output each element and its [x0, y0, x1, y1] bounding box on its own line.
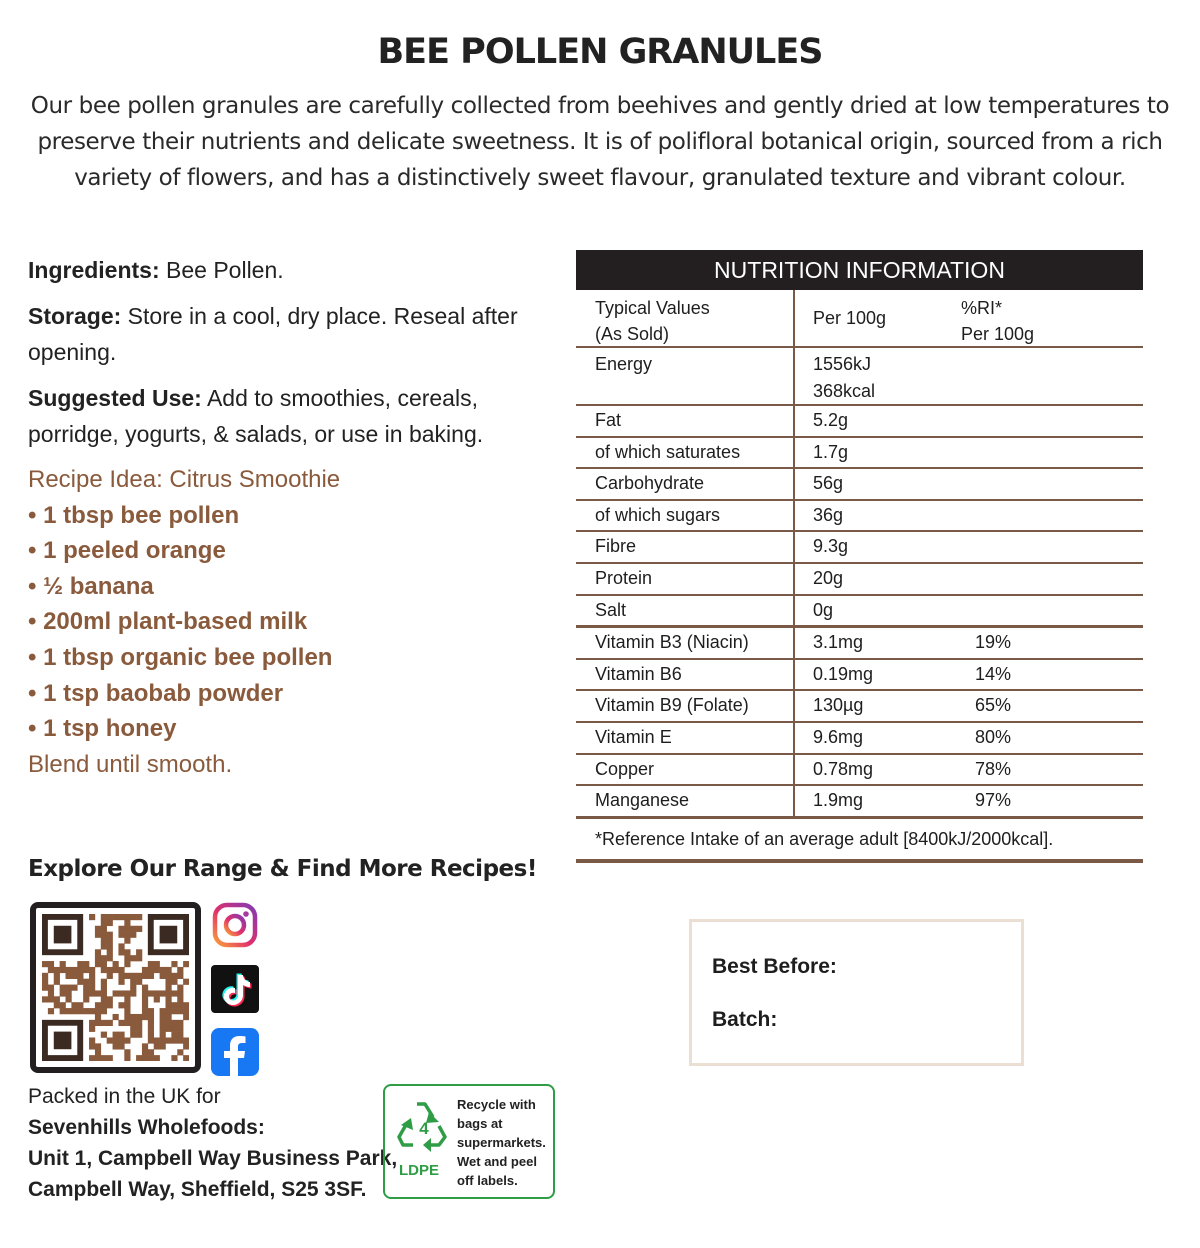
nutrition-heading: NUTRITION INFORMATION — [576, 250, 1143, 290]
energy-label: Energy — [576, 348, 795, 404]
energy-kj: 1556kJ — [813, 354, 872, 374]
nutrient-ri: 78% — [975, 758, 1012, 779]
qr-code[interactable] — [30, 902, 201, 1073]
instagram-glyph — [211, 901, 259, 949]
nutrient-ri — [955, 501, 1143, 531]
nutrient-ri — [955, 438, 1143, 468]
nutrient-value: 3.1mg — [813, 632, 864, 653]
nutrient-name: of which sugars — [576, 501, 795, 531]
nutrient-name: Protein — [576, 564, 795, 594]
nutrient-ri — [955, 532, 1143, 562]
best-before-box — [689, 919, 1024, 1066]
nutrient-value: 0g — [813, 599, 834, 620]
recycle-line-2: bags at — [457, 1116, 503, 1131]
facebook-icon[interactable] — [211, 1028, 259, 1076]
nutrient-value: 130µg — [813, 695, 864, 716]
product-details — [28, 252, 538, 782]
nutrition-header-row — [576, 290, 1143, 348]
nutrient-ri: 19% — [975, 632, 1012, 653]
nutrition-row-energy — [576, 348, 1143, 406]
packed-line-4 — [28, 1174, 397, 1205]
nutrient-name: Carbohydrate — [576, 469, 795, 499]
nutrient-value: 1.7g — [813, 441, 849, 462]
recipe-item: • 1 tsp honey — [28, 715, 177, 743]
product-title: BEE POLLEN GRANULES — [377, 32, 823, 72]
nutrient-name: Salt — [576, 596, 795, 626]
energy-values — [795, 348, 955, 404]
nutrient-value: 5.2g — [813, 410, 849, 430]
ingredients-label: Ingredients: — [28, 257, 160, 283]
recycle-instructions — [457, 1095, 546, 1190]
packed-line-1: Packed in the UK for — [28, 1085, 221, 1108]
nutrition-table — [576, 250, 1143, 863]
recipe-item: • ½ banana — [28, 572, 154, 600]
header-col1-line1: Typical Values — [595, 298, 710, 318]
nutrient-name: Copper — [576, 755, 795, 785]
recipe-item: • 1 tbsp bee pollen — [28, 501, 240, 529]
best-before-label: Best Before: — [712, 955, 837, 978]
nutrient-name: Vitamin B3 (Niacin) — [576, 628, 795, 658]
nutrient-value: 9.6mg — [813, 726, 864, 747]
explore-heading: Explore Our Range & Find More Recipes! — [28, 856, 537, 882]
recycle-number: 4 — [419, 1119, 429, 1138]
nutrition-row — [576, 755, 1143, 787]
suggested-use-line — [28, 380, 538, 452]
product-description: Our bee pollen granules are carefully collected from beehives and gently dried at low temperatures to preserve their nutrients and delicate sweetness. It is of polifloral botanical origin, sourced from a rich variety of flowers, and has a distinctively sweet flavour, granulated texture and vibrant colour. — [30, 93, 1170, 191]
nutrient-ri: 97% — [975, 790, 1012, 811]
nutrition-footnote: *Reference Intake of an average adult [8400kJ/2000kcal]. — [576, 819, 1143, 863]
recipe-closing: Blend until smooth. — [28, 750, 233, 778]
recipe-item: • 1 tbsp organic bee pollen — [28, 643, 333, 671]
suggested-use-text: Add to smoothies, cereals, porridge, yogurts, & salads, or use in baking. — [28, 385, 484, 447]
nutrient-ri — [955, 469, 1143, 499]
recycle-line-1: Recycle with — [457, 1097, 536, 1112]
tiktok-icon[interactable] — [211, 965, 259, 1013]
storage-text: Store in a cool, dry place. Reseal after opening. — [28, 303, 518, 365]
header-col1-line2: (As Sold) — [595, 324, 670, 344]
nutrient-value: 1.9mg — [813, 790, 864, 811]
facebook-glyph — [211, 1028, 259, 1076]
packed-address-1: Unit 1, Campbell Way Business Park, — [28, 1147, 398, 1170]
ingredients-text: Bee Pollen. — [159, 257, 284, 283]
nutrition-row — [576, 596, 1143, 629]
recipe-item: • 1 peeled orange — [28, 537, 226, 565]
qr-code-image — [42, 914, 189, 1061]
nutrition-row — [576, 438, 1143, 470]
nutrition-row — [576, 628, 1143, 660]
recipe-title: Recipe Idea: Citrus Smoothie — [28, 466, 341, 493]
suggested-use-label: Suggested Use: — [28, 385, 202, 411]
recycle-icon — [389, 1092, 459, 1162]
nutrition-row — [576, 501, 1143, 533]
header-typical-values — [576, 290, 795, 346]
nutrition-row — [576, 532, 1143, 564]
recycle-line-4: Wet and peel — [457, 1154, 537, 1169]
nutrition-row — [576, 691, 1143, 723]
header-ri — [955, 290, 1143, 346]
nutrient-value: 9.3g — [813, 536, 849, 557]
nutrient-name: Vitamin E — [576, 723, 795, 753]
packed-line-2 — [28, 1112, 397, 1143]
header-col3-line1: %RI* — [961, 298, 1003, 318]
nutrition-row — [576, 786, 1143, 819]
nutrition-rows — [576, 406, 1143, 819]
nutrient-ri — [955, 564, 1143, 594]
header-col3-line2: Per 100g — [961, 324, 1035, 344]
nutrient-name: of which saturates — [576, 438, 795, 468]
recycle-badge — [383, 1084, 555, 1199]
recycle-material: LDPE — [399, 1162, 440, 1179]
energy-kcal: 368kcal — [813, 381, 876, 401]
nutrition-row — [576, 723, 1143, 755]
nutrient-value: 56g — [813, 473, 844, 494]
nutrient-name: Manganese — [576, 786, 795, 816]
energy-ri — [955, 348, 1143, 404]
nutrient-ri: 14% — [975, 663, 1012, 684]
nutrient-value: 20g — [813, 567, 844, 588]
recycle-line-5: off labels. — [457, 1173, 518, 1188]
recycle-line-3: supermarkets. — [457, 1135, 546, 1150]
nutrient-ri — [955, 406, 1143, 436]
packed-address-2: Campbell Way, Sheffield, S25 3SF. — [28, 1178, 367, 1201]
nutrient-name: Vitamin B9 (Folate) — [576, 691, 795, 721]
nutrient-value: 0.78mg — [813, 758, 874, 779]
nutrient-value: 0.19mg — [813, 663, 874, 684]
batch-label: Batch: — [712, 1008, 778, 1031]
nutrient-name: Vitamin B6 — [576, 660, 795, 690]
storage-line — [28, 298, 538, 370]
nutrient-ri: 80% — [975, 726, 1012, 747]
packed-line-3 — [28, 1143, 397, 1174]
ingredients-line — [28, 252, 538, 288]
recipe-item: • 1 tsp baobab powder — [28, 679, 284, 707]
recipe-item: • 200ml plant-based milk — [28, 608, 308, 636]
nutrient-ri: 65% — [975, 695, 1012, 716]
tiktok-glyph — [211, 965, 259, 1013]
nutrient-value: 36g — [813, 504, 844, 525]
nutrition-row — [576, 469, 1143, 501]
nutrition-row — [576, 564, 1143, 596]
storage-label: Storage: — [28, 303, 122, 329]
nutrient-name: Fat — [576, 406, 795, 436]
nutrition-row — [576, 406, 1143, 438]
nutrient-name: Fibre — [576, 532, 795, 562]
instagram-icon[interactable] — [211, 901, 259, 949]
nutrition-row — [576, 660, 1143, 692]
packer-address — [28, 1081, 397, 1205]
recipe — [28, 462, 538, 782]
header-per-100g: Per 100g — [813, 307, 887, 328]
packed-company: Sevenhills Wholefoods: — [28, 1116, 265, 1139]
nutrient-ri — [955, 596, 1143, 626]
